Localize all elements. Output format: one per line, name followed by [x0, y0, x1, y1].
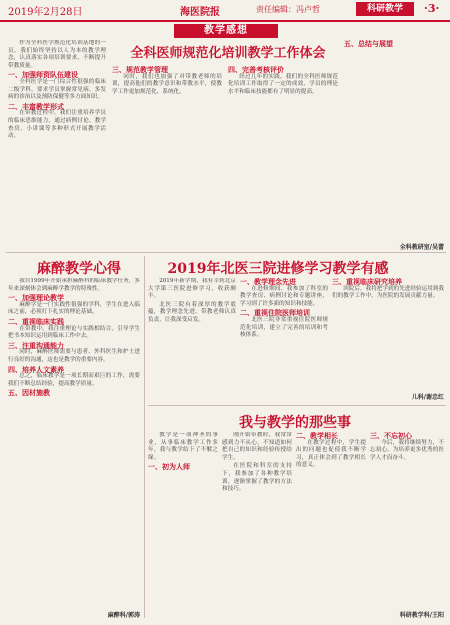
article-1-col-3 — [228, 66, 338, 250]
article-4-subtitle: 一、初为人师 — [148, 462, 190, 472]
article-1-paragraph: 在带教过程中，我们注重培养学员的临床思维能力，通过病例讨论、教学查房、小讲课等多种形式开展教学活动。 — [8, 110, 106, 140]
article-2-signature: 麻醉科/郭涛 — [107, 612, 140, 619]
article-3-paragraph: 2019年新学期，我有幸到北京大学第三医院进修学习，收获颇丰。 — [148, 278, 236, 300]
article-1-subtitle: 四、完善考核评价 — [228, 66, 284, 74]
article-3-subtitle: 三、重视临床研究培养 — [332, 278, 402, 286]
article-2-paragraph: 同时，麻醉医师需要与患者、外科医生和护士进行良好的沟通，这也是教学的重要内容。 — [8, 349, 140, 363]
article-1-subtitle: 三、规范教学管理 — [112, 66, 168, 74]
article-4-subtitle: 二、教学相长 — [296, 432, 338, 440]
page-number: ·3· — [424, 2, 440, 15]
article-1-subtitle: 五、总结与展望 — [344, 40, 393, 48]
article-4-paragraph: 今后，我将继续努力，不忘初心，为培养更多优秀的医学人才而奋斗。 — [370, 439, 444, 461]
article-4-col-1 — [148, 432, 218, 616]
article-1-col-4 — [344, 40, 444, 240]
divider — [144, 256, 145, 618]
article-1-paragraph: 作为全科医学规范化培训基地的一员，我们始终坚持以人为本的教学理念，认真落实各项培训要求，不断提升带教质量。 — [8, 40, 106, 69]
article-title-2: 麻醉教学心得 — [37, 261, 121, 277]
article-3-paragraph: 回院后，我将把学到的先进经验运用到我们的教学工作中，为医院的发展贡献力量。 — [332, 285, 444, 300]
article-3-paragraph: 北医三院有着深厚的教学底蕴，教学理念先进，带教老师认真负责，让我深受启发。 — [148, 301, 236, 323]
article-1-paragraph: 经过几年的实践，我们的全科医师规范化培训工作取得了一定的成效，学员的理论水平和临床技能都有了明显的提高。 — [228, 73, 338, 95]
article-3-paragraph: 在进修期间，我参加了科室的教学查房、病例讨论和专题讲座，学习到了许多新的知识和技能。 — [240, 285, 328, 307]
paper-name: 海医院报 — [180, 7, 220, 18]
article-4-col-4 — [370, 432, 444, 608]
article-2-paragraph: 总之，临床教学是一项长期而艰巨的工作，需要我们不断总结经验，提高教学质量。 — [8, 373, 140, 387]
article-1-paragraph: 全科医学是一门综合性很强的临床二级学科，要求学员掌握常见病、多发病的诊治以及预防保健等多方面知识。 — [8, 78, 106, 101]
article-3-col-1 — [148, 278, 236, 402]
article-4-col-2 — [222, 432, 292, 616]
article-2-subtitle: 三、注重沟通能力 — [8, 340, 64, 350]
article-1-col-2 — [112, 66, 222, 250]
article-1-paragraph: 同时，我们也加强了对带教老师的培训，提高他们的教学意识和带教水平，使教学工作更加规范化、系统化。 — [112, 73, 222, 95]
page-header — [0, 0, 450, 22]
section-label: 科研教学 — [356, 2, 414, 16]
issue-date: 2019年2月28日 — [8, 7, 83, 18]
article-3-subtitle: 二、重视住院医师培训 — [240, 308, 310, 318]
article-1-subtitle: 二、丰富教学形式 — [8, 101, 64, 111]
article-1-col-1 — [8, 40, 106, 250]
article-4-paragraph: 在医院和科室的支持下，我参加了各种教学培训，逐渐掌握了教学的方法和技巧。 — [222, 463, 292, 493]
column-banner: 教学感想 — [174, 24, 278, 38]
article-2-paragraph: 麻醉学是一门实践性很强的学科，学生在进入临床之前，必须打下扎实的理论基础。 — [8, 301, 140, 316]
article-1-signature: 全科教研室/吴蕾 — [399, 244, 444, 251]
article-4-paragraph: 在教学过程中，学生提出的问题也促使我不断学习，真正体会到了教学相长的意义。 — [296, 439, 366, 469]
article-4-signature: 科研教学科/王阳 — [399, 612, 444, 619]
article-2-subtitle: 一、加强理论教学 — [8, 293, 64, 303]
article-4-paragraph: 教学是一项神圣的事业，从事临床教学工作多年，我与教学结下了不解之缘。 — [148, 432, 218, 461]
article-1-subtitle: 一、加强师资队伍建设 — [8, 70, 78, 80]
article-2-paragraph: 我自1999年开始承担麻醉科的临床教学任务，多年来深刻体会到麻醉学教学的特殊性。 — [8, 278, 140, 292]
article-title-1: 全科医师规范化培训教学工作体会 — [130, 46, 326, 61]
article-4-col-3 — [296, 432, 366, 616]
article-2-subtitle: 五、因材施教 — [8, 388, 50, 398]
article-title-4: 我与教学的那些事 — [239, 415, 351, 431]
article-4-subtitle: 三、不忘初心 — [370, 432, 412, 440]
divider — [6, 252, 446, 253]
article-4-paragraph: 刚开始带教时，我常常感到力不从心，不知道如何把自己的知识和经验传授给学生。 — [222, 432, 292, 461]
divider — [148, 405, 446, 406]
editor-credit: 责任编辑：冯卢哲 — [256, 5, 320, 14]
article-3-paragraph: 北医三院非常重视住院医师规范化培训，建立了完善的培训和考核体系。 — [240, 316, 328, 339]
article-3-col-3 — [332, 278, 444, 388]
article-2-paragraph: 在带教中，我注重理论与实践相结合，引导学生把书本知识运用到临床工作中去。 — [8, 325, 140, 340]
article-2-subtitle: 四、培养人文素养 — [8, 364, 64, 374]
article-2-subtitle: 二、重视临床实践 — [8, 316, 64, 326]
article-2-body — [8, 278, 140, 608]
article-3-signature: 儿科/谢忠红 — [411, 394, 444, 401]
article-3-col-2 — [240, 278, 328, 402]
article-3-subtitle: 一、教学理念先进 — [240, 278, 296, 286]
article-title-3: 2019年北医三院进修学习教学有感 — [167, 261, 389, 277]
